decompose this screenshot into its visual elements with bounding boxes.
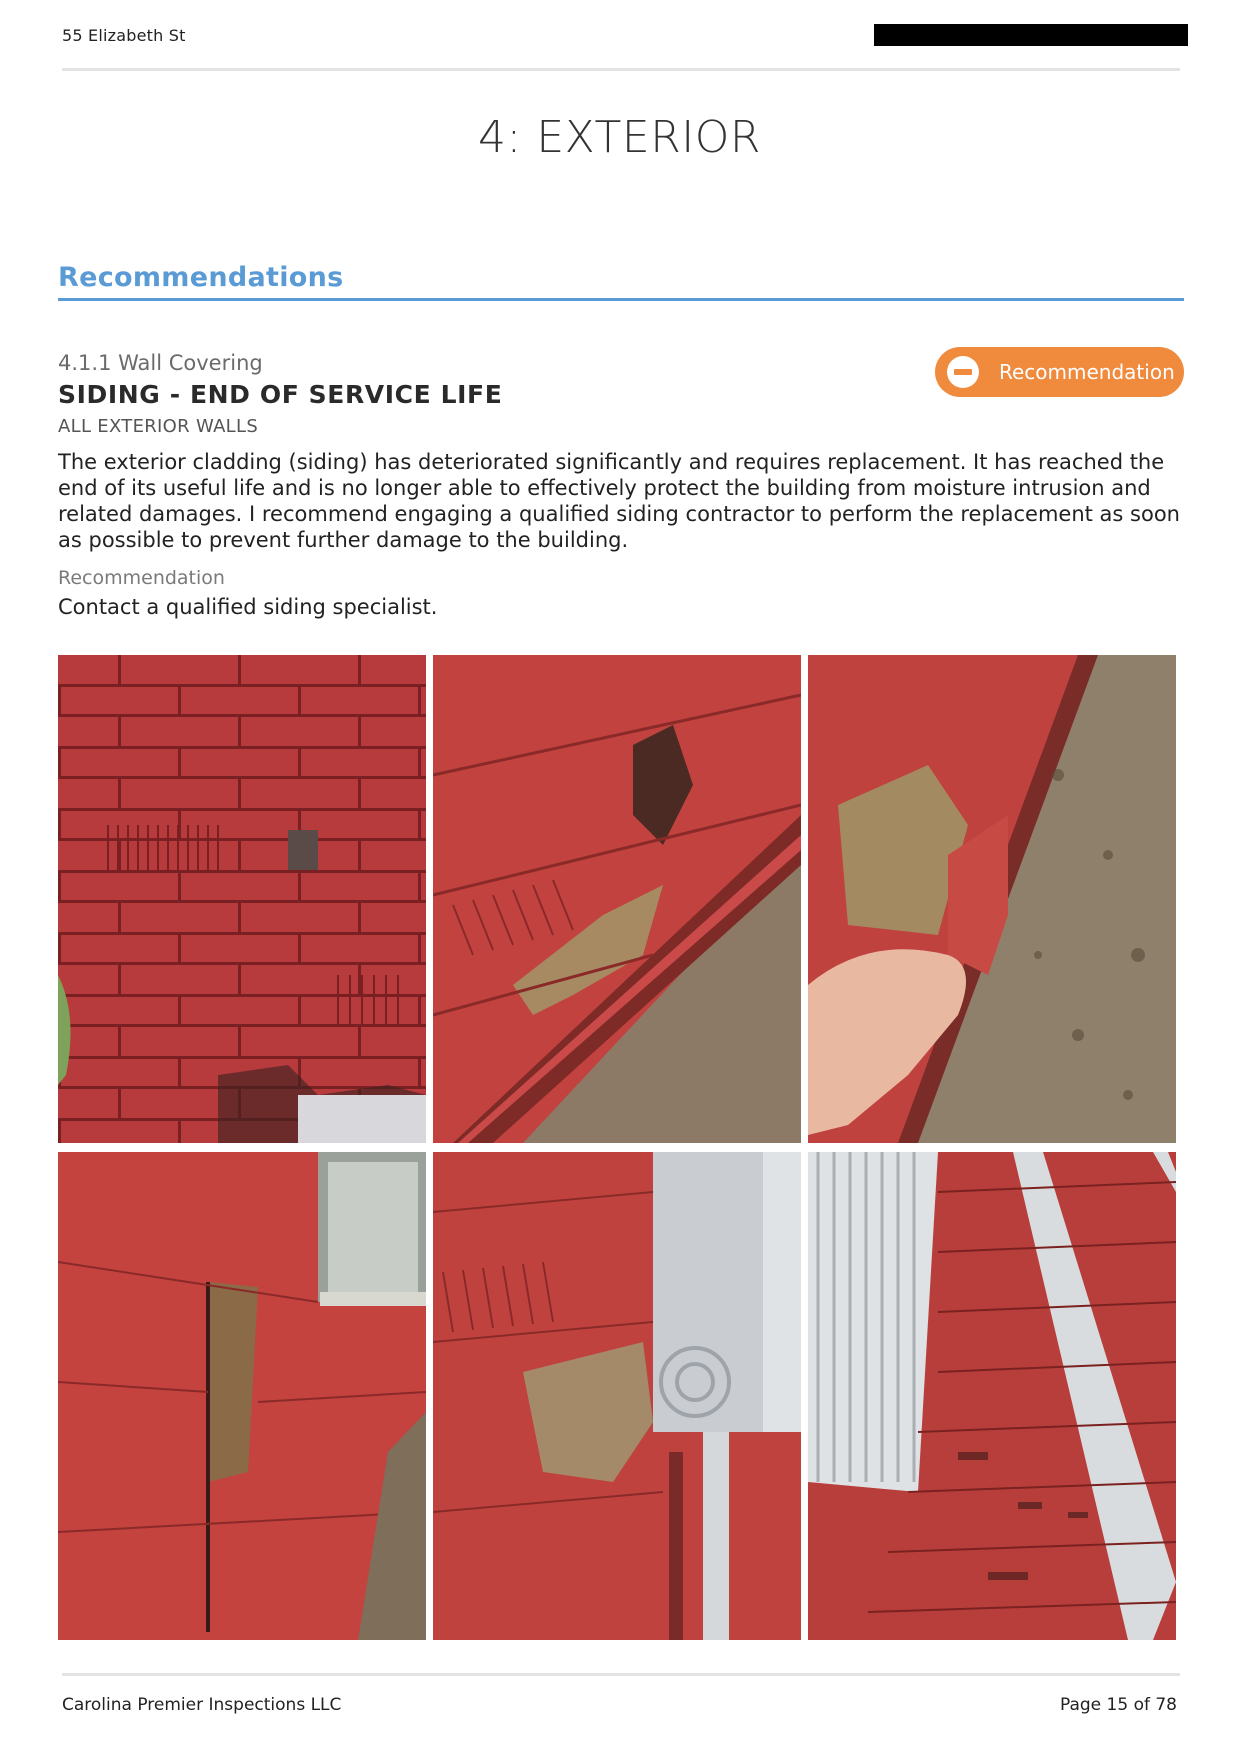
recommendation-label: Recommendation (58, 567, 225, 589)
item-number: 4.1.1 Wall Covering (58, 351, 263, 375)
minus-circle-icon (947, 356, 979, 388)
photo-5[interactable] (433, 1152, 801, 1640)
footer-company: Carolina Premier Inspections LLC (62, 1695, 342, 1715)
photo-1[interactable] (58, 655, 426, 1143)
photo-6[interactable] (808, 1152, 1176, 1640)
recommendations-underline (58, 298, 1184, 301)
report-address: 55 Elizabeth St (62, 26, 186, 45)
footer-divider (62, 1673, 1180, 1676)
photo-4[interactable] (58, 1152, 426, 1640)
photo-2[interactable] (433, 655, 801, 1143)
page-number: Page 15 of 78 (1059, 1695, 1177, 1715)
section-title: 4: EXTERIOR (478, 112, 761, 163)
recommendations-heading: Recommendations (58, 262, 344, 293)
item-location: ALL EXTERIOR WALLS (58, 416, 259, 437)
photo-3[interactable] (808, 655, 1176, 1143)
recommendation-badge (935, 347, 1184, 397)
header-divider (62, 68, 1180, 71)
badge-label: Recommendation (999, 360, 1175, 384)
redaction-bar (874, 24, 1188, 46)
item-title: SIDING - END OF SERVICE LIFE (58, 380, 503, 409)
item-description: The exterior cladding (siding) has deteriorated significantly and requires replacement. It has reached the end of its useful life and is no longer able to effectively protect the building from moisture intrusion and related damages. I recommend engaging a qualified siding contractor to perform the replacement as soon as possible to prevent further damage to the building. (58, 450, 1180, 552)
recommendation-text: Contact a qualified siding specialist. (58, 595, 438, 619)
